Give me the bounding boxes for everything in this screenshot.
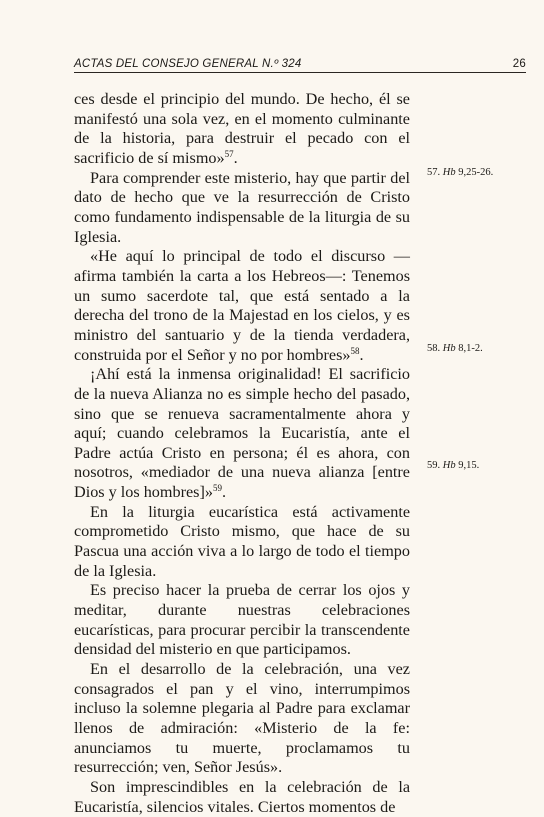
note-book: Hb	[442, 460, 456, 471]
running-title: ACTAS DEL CONSEJO GENERAL N.º 324	[74, 58, 302, 70]
footnote-ref-57: 57	[224, 148, 234, 159]
paragraph-3	[74, 247, 410, 365]
body-text	[74, 90, 410, 817]
paragraph-2: Para comprender este misterio, hay que partir del dato de hecho que ve la resurrección de Cristo como fundamento indispensable de la liturgia de su Iglesia.	[74, 168, 410, 246]
note-ref: 9,15.	[458, 460, 480, 471]
paragraph-8: Son imprescindibles en la celebración de la Eucaristía, silencios vitales. Ciertos momentos de	[74, 777, 410, 816]
page-number: 26	[512, 58, 526, 70]
margin-note-57	[427, 167, 493, 178]
note-ref: 8,1-2.	[458, 343, 483, 354]
note-number: 58.	[427, 343, 441, 354]
running-head	[74, 58, 526, 72]
paragraph-3-end: .	[359, 345, 364, 364]
paragraph-7: En el desarrollo de la celebración, una vez consagrados el pan y el vino, interrumpimos incluso la solemne plegaria al Padre para exclamar llenos de admiración: «Misterio de la fe: anunciamos tu muerte, proclamamos tu resurrección; ven, Señor Jesús».	[74, 660, 410, 777]
paragraph-4-text: ¡Ahí está la inmensa originalidad! El sacrificio de la nueva Alianza no es simple hecho del pasado, sino que se renueva sacramentalmente ahora y aquí; cuando celebramos la Eucaristía, ante el Padre actúa Cristo en persona; él es ahora, con nosotros, «mediador de una nueva alianza [entre Dios y los hombres]»	[74, 365, 410, 502]
note-book: Hb	[442, 167, 456, 178]
footnote-ref-58: 58	[350, 345, 360, 356]
note-number: 59.	[427, 460, 441, 471]
paragraph-1-end: .	[233, 148, 238, 167]
paragraph-1-text: ces desde el principio del mundo. De hecho, él se manifestó una sola vez, en el momento culminante de la historia, para destruir el pecado con el sacrificio de sí mismo»	[74, 90, 410, 167]
paragraph-3-text: «He aquí lo principal de todo el discurso —afirma también la carta a los Hebreos—: Tenemos un sumo sacerdote tal, que está sentado a la derecha del trono de la Majestad en los cielos, y es ministro del santuario y de la tienda verdadera, construida por el Señor y no por hombres»	[74, 247, 410, 364]
paragraph-5: En la liturgia eucarística está activamente comprometido Cristo mismo, que hace de su Pascua una acción viva a lo largo de todo el tiempo de la Iglesia.	[74, 502, 410, 580]
note-number: 57.	[427, 167, 441, 178]
margin-note-58	[427, 343, 483, 354]
paragraph-4	[74, 365, 410, 503]
note-ref: 9,25-26.	[458, 167, 494, 178]
margin-note-59	[427, 460, 479, 471]
note-book: Hb	[442, 343, 456, 354]
paragraph-6: Es preciso hacer la prueba de cerrar los ojos y meditar, durante nuestras celebraciones eucarísticas, para procurar percibir la transcendente densidad del misterio en que participamos.	[74, 581, 410, 659]
footnote-ref-59: 59	[212, 483, 222, 494]
paragraph-1	[74, 90, 410, 169]
paragraph-4-end: .	[221, 483, 226, 502]
header-rule	[74, 72, 526, 73]
